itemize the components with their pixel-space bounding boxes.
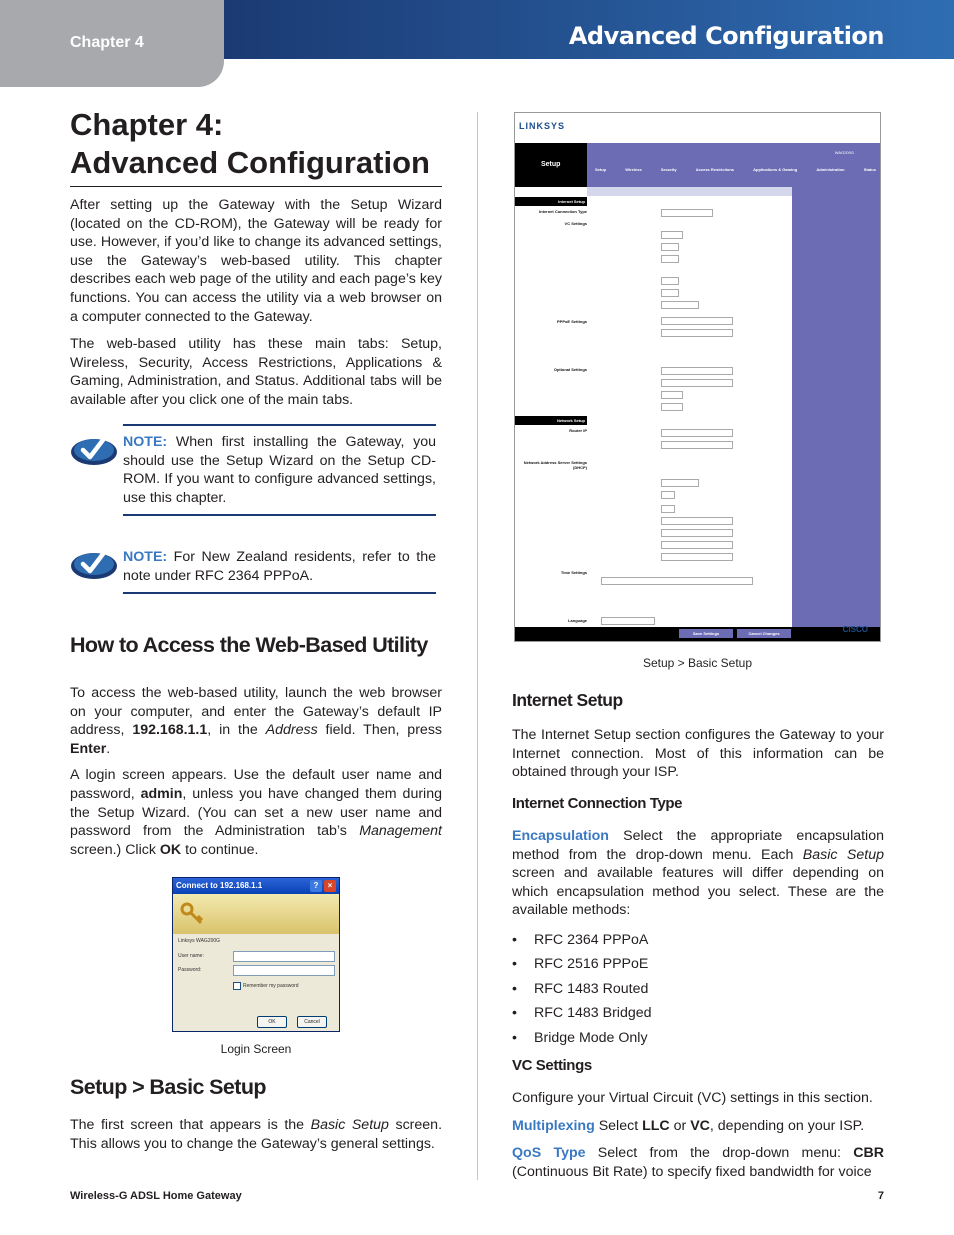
time-zone-select[interactable]: [601, 577, 753, 585]
encapsulation-select[interactable]: [661, 209, 713, 217]
label-router-ip: Router IP: [569, 428, 587, 433]
login-title-bar: [173, 878, 339, 894]
section-title: Advanced Configuration: [568, 22, 884, 50]
language-select[interactable]: [601, 617, 655, 625]
qos-select[interactable]: [661, 231, 683, 239]
domain-name-field[interactable]: [661, 379, 733, 387]
access-paragraph-1: To access the web-based utility, launch the web browser on your computer, and enter the Gateway’s default IP address, 192.168.1.1, in the Address field. Then, press Enter.: [70, 685, 443, 757]
static-dns-2-field[interactable]: [661, 529, 733, 537]
encapsulation-methods-list: [512, 931, 884, 1053]
setup-content: [587, 187, 792, 627]
note-1-label: NOTE:: [123, 434, 168, 450]
heading-basic-setup: Setup > Basic Setup: [70, 1075, 266, 1099]
setup-caption: Setup > Basic Setup: [642, 656, 753, 670]
setup-nav-title: Setup: [541, 161, 561, 168]
pcr-field[interactable]: [661, 243, 679, 251]
list-item: • Bridge Mode Only: [512, 1029, 884, 1053]
password-label: Password:: [178, 967, 202, 973]
tab-access-restrictions[interactable]: Access Restrictions: [695, 167, 735, 172]
label-time-settings: Time Settings: [560, 570, 587, 575]
scr-field[interactable]: [661, 255, 679, 263]
label-language: Language: [568, 618, 587, 623]
setup-paragraph: The first screen that appears is the Basic Setup screen. This allows you to change the Gateway’s general settings.: [70, 1117, 443, 1152]
note-1: [70, 424, 442, 518]
encapsulation-paragraph: Encapsulation Select the appropriate encapsulation method from the drop-down menu. Each Basic Setup screen and available features will differ depending on which encapsulation method you select. These are the available methods:: [512, 828, 884, 919]
section-network-setup: Network Setup: [515, 416, 587, 425]
chapter-tab: [0, 0, 224, 87]
qos-paragraph: QoS Type Select from the drop-down menu: CBR (Continuous Bit Rate) to specify fixed bandwidth for voice: [512, 1145, 884, 1180]
tab-status[interactable]: Status: [863, 167, 876, 172]
setup-tab-row: [595, 167, 876, 172]
note-rule-bottom: [123, 592, 436, 594]
page-number: 7: [877, 1190, 884, 1202]
vc-paragraph: Configure your Virtual Circuit (VC) settings in this section.: [512, 1090, 873, 1106]
note-2: [70, 538, 442, 596]
tab-applications-gaming[interactable]: Applications & Gaming: [753, 167, 798, 172]
note-rule-bottom: [123, 514, 436, 516]
dhcp-max-users-field[interactable]: [661, 491, 675, 499]
note-rule-top: [123, 424, 436, 426]
footer-product: Wireless-G ADSL Home Gateway: [70, 1190, 242, 1202]
login-caption: Login Screen: [220, 1042, 292, 1056]
column-divider: [477, 112, 478, 1180]
host-name-field[interactable]: [661, 367, 733, 375]
login-screen-image: [172, 877, 340, 1032]
tab-security[interactable]: Security: [660, 167, 677, 172]
login-banner: [173, 894, 339, 934]
chapter-tab-label: Chapter 4: [70, 34, 144, 51]
header-bar: [224, 0, 954, 59]
subnet-mask-select[interactable]: [661, 441, 733, 449]
vci-field[interactable]: [661, 289, 679, 297]
login-title: Connect to 192.168.1.1: [176, 881, 263, 890]
setup-bottom-bar: [515, 627, 880, 641]
note-2-label: NOTE:: [123, 549, 168, 565]
linksys-logo: LINKSYS: [519, 121, 566, 131]
ok-button[interactable]: OK: [257, 1016, 287, 1028]
basic-setup-screen-image: [514, 112, 881, 642]
lease-time-field[interactable]: [661, 505, 675, 513]
multiplexing-paragraph: Multiplexing Select LLC or VC, depending on your ISP.: [512, 1118, 865, 1134]
note-2-text: For New Zealand residents, refer to the note under RFC 2364 PPPoA.: [123, 549, 436, 584]
cancel-button[interactable]: Cancel: [297, 1016, 327, 1028]
tab-setup[interactable]: Setup: [595, 167, 607, 172]
setup-topbar: [515, 113, 880, 143]
password-field[interactable]: [233, 965, 335, 976]
heading-vc-settings: VC Settings: [512, 1057, 592, 1074]
dsl-modulation-select[interactable]: [661, 301, 699, 309]
list-item: • RFC 2364 PPPoA: [512, 931, 884, 955]
static-dns-1-field[interactable]: [661, 517, 733, 525]
tab-wireless[interactable]: Wireless: [625, 167, 642, 172]
checkmark-note-icon: [70, 430, 118, 466]
heading-connection-type: Internet Connection Type: [512, 795, 683, 812]
label-connection-type: Internet Connection Type: [539, 209, 587, 214]
help-icon: ?: [310, 880, 322, 892]
static-dns-3-field[interactable]: [661, 541, 733, 549]
label-dhcp: Network Address Server Settings (DHCP): [523, 460, 587, 470]
title-line-1: Chapter 4:: [70, 107, 224, 142]
setup-help-panel: [792, 187, 880, 627]
intro-paragraph-1: After setting up the Gateway with the Setup Wizard (located on the CD-ROM), the Gateway will be ready for use. However, if you’d like to change its advanced settings, use the Gateway’s web-based utility. This chapter describes each web page of the utility and each page’s key functions. You can access the utility via a web browser on a computer connected to the Gateway.: [70, 197, 442, 325]
note-1-text: When first installing the Gateway, you should use the Setup Wizard on the Setup CD-ROM. If you want to configure advanced settings, use this chapter.: [123, 434, 436, 506]
label-pppoe-settings: PPPoE Settings: [556, 319, 587, 324]
cancel-changes-button[interactable]: Cancel Changes: [737, 629, 791, 638]
username-field[interactable]: [233, 951, 335, 962]
local-ip-field[interactable]: [661, 429, 733, 437]
heading-access-utility: How to Access the Web-Based Utility: [70, 633, 428, 657]
dhcp-start-ip-field[interactable]: [661, 479, 699, 487]
list-item: • RFC 1483 Bridged: [512, 1004, 884, 1028]
setup-sidebar: [515, 187, 587, 627]
username-label: User name:: [178, 953, 204, 959]
tab-administration[interactable]: Administration: [816, 167, 845, 172]
remember-checkbox[interactable]: [233, 982, 241, 990]
heading-internet-setup: Internet Setup: [512, 690, 623, 710]
remember-label: Remember my password: [243, 983, 299, 989]
list-item: • RFC 2516 PPPoE: [512, 955, 884, 979]
keys-icon: [177, 899, 207, 929]
label-vc-settings: VC Settings: [564, 221, 587, 226]
title-line-2: Advanced Configuration: [70, 145, 430, 180]
label-optional-settings: Optional Settings: [553, 367, 587, 372]
save-settings-button[interactable]: Save Settings: [679, 629, 733, 638]
section-internet-setup: Internet Setup: [515, 197, 587, 206]
intro-paragraph-2: The web-based utility has these main tabs: Setup, Wireless, Security, Access Restrictions, Applications & Gaming, Administration, and Status. Additional tabs will be available after you click one of the main tabs.: [70, 336, 442, 408]
list-item: • RFC 1483 Routed: [512, 980, 884, 1004]
wins-field[interactable]: [661, 553, 733, 561]
checkmark-note-icon: [70, 544, 118, 580]
access-paragraph-2: A login screen appears. Use the default user name and password, admin, unless you have changed them during the Setup Wizard. (You can set a new user name and password from the Administration tab’s Management screen.) Click OK to continue.: [70, 767, 442, 858]
pppoe-username-field[interactable]: [661, 317, 733, 325]
internet-setup-paragraph: The Internet Setup section configures the Gateway to your Internet connection. Most of this information can be obtained through your ISP.: [512, 727, 884, 781]
pppoe-password-field[interactable]: [661, 329, 733, 337]
close-icon: ×: [324, 880, 336, 892]
subtab-strip: [587, 187, 792, 196]
login-device-name: Linksys WAG200G: [178, 938, 221, 944]
page-title: [70, 106, 442, 187]
cisco-logo: CISCO: [842, 625, 868, 634]
mtu-select[interactable]: [661, 391, 683, 399]
vpi-field[interactable]: [661, 277, 679, 285]
mtu-size-field[interactable]: [661, 403, 683, 411]
model-label: WAG200G: [834, 150, 854, 155]
